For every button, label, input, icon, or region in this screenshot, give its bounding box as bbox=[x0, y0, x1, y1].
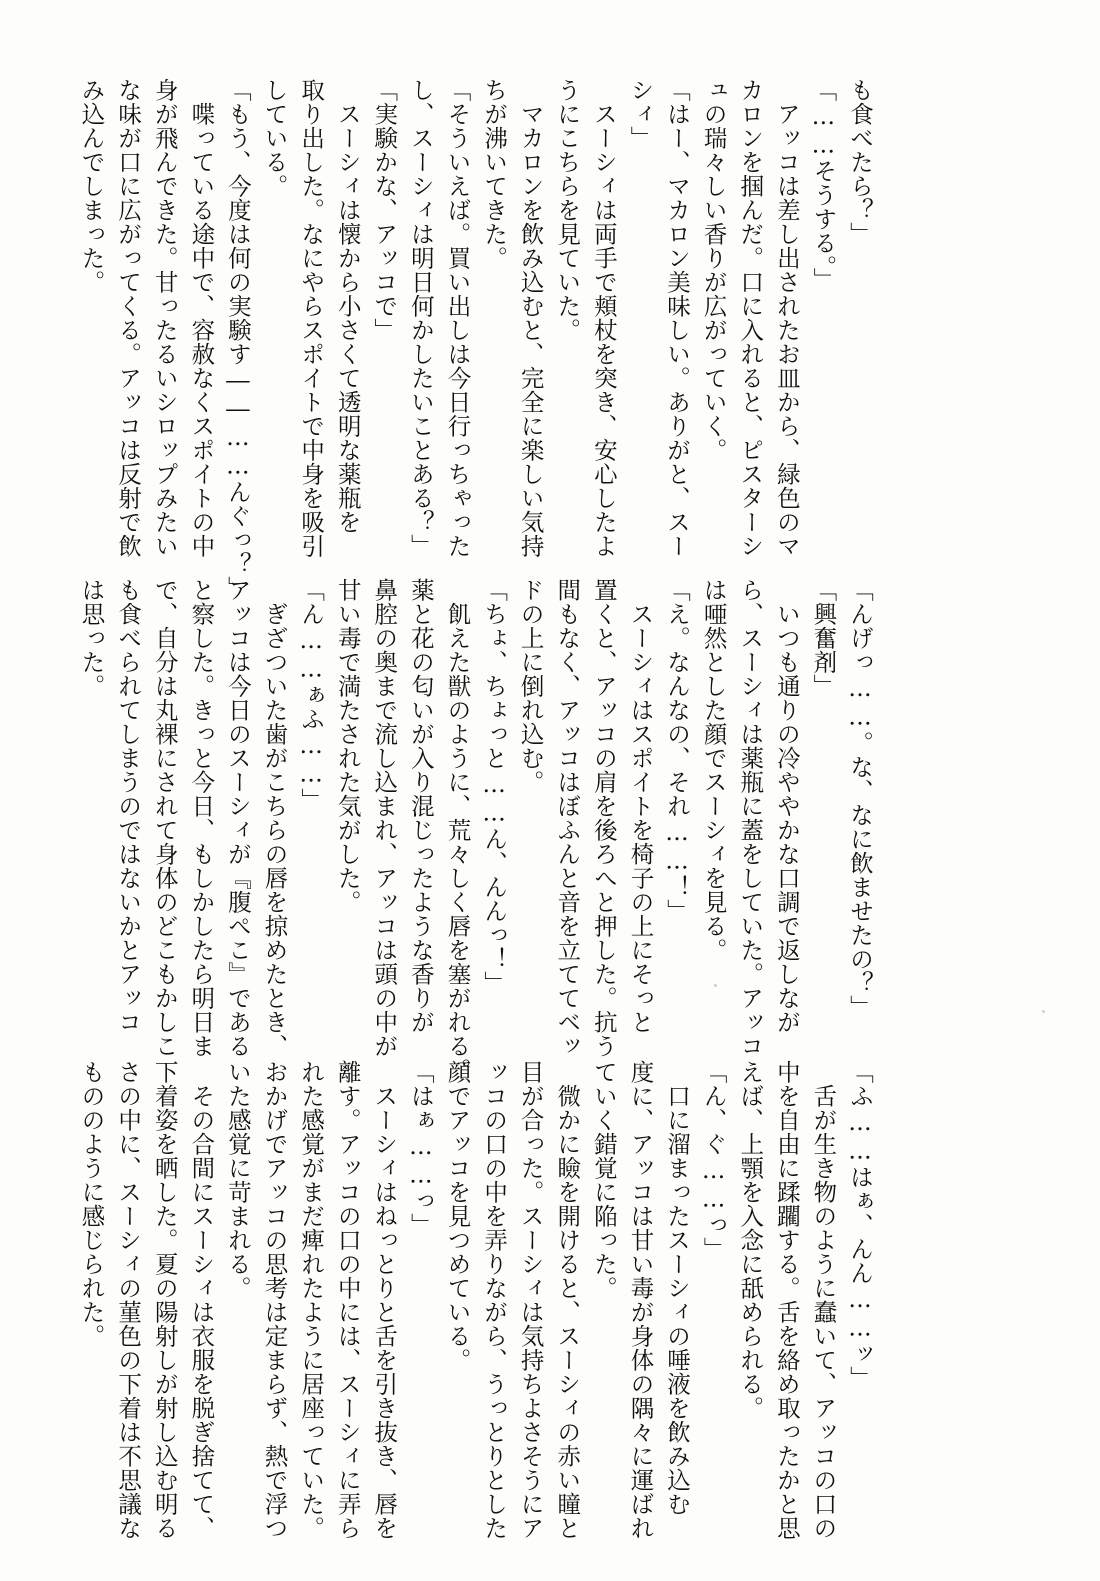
text-line: アッコは今日のスーシィが『腹ぺこ』である bbox=[223, 578, 252, 1058]
text-line: マカロンを飲み込むと、完全に楽しい気持 bbox=[516, 78, 545, 558]
text-line: 取り出した。なにやらスポイトで中身を吸引 bbox=[297, 78, 326, 558]
text-line: も食べられてしまうのではないかとアッコ bbox=[114, 578, 143, 1034]
text-line: ッコの口の中を弄りながら、うっとりとした bbox=[480, 1060, 509, 1540]
text-line: アッコは差し出されたお皿から、緑色のマ bbox=[772, 78, 801, 558]
text-line: ぎざついた歯がこちらの唇を掠めたとき、 bbox=[260, 578, 289, 1058]
text-line: 「はー、マカロン美味しい。ありがと、スー bbox=[663, 78, 692, 558]
text-line: 「もう、今度は何の実験す――……んぐっ？」 bbox=[223, 78, 252, 600]
text-line: 下着姿を晒した。夏の陽射しが射し込む明る bbox=[150, 1060, 179, 1540]
text-line: 「んげっ……。な、なに飲ませたの？」 bbox=[846, 578, 874, 1019]
text-line: な味が口に広がってくる。アッコは反射で飲 bbox=[114, 78, 143, 558]
scan-speck bbox=[1042, 1010, 1045, 1013]
text-line: えば、上顎を入念に舐められる。 bbox=[736, 1060, 765, 1420]
text-line: 間もなく、アッコはぼふんと音を立ててベッ bbox=[553, 578, 582, 1058]
text-line: いつも通りの冷ややかな口調で返しなが bbox=[772, 578, 801, 1034]
text-line: スーシィはスポイトを椅子の上にそっと bbox=[626, 578, 655, 1034]
text-line: 「そういえば。買い出しは今日行っちゃった bbox=[443, 78, 472, 558]
text-line: 飢えた獣のように、荒々しく唇を塞がれる。 bbox=[443, 578, 472, 1082]
text-line: 「……そうする。」 bbox=[809, 78, 838, 292]
text-line: スーシィはねっとりと舌を引き抜き、唇を bbox=[370, 1060, 399, 1540]
text-line: 目が合った。スーシィは気持ちよさそうにア bbox=[516, 1060, 545, 1540]
text-line: と察した。きっと今日、もしかしたら明日ま bbox=[187, 578, 216, 1058]
text-block-columns bbox=[73, 1060, 878, 1540]
text-line: 「実験かな、アッコで」 bbox=[370, 78, 399, 342]
text-line: 「ん、ぐ……っ」 bbox=[699, 1060, 728, 1261]
scan-speck bbox=[714, 984, 717, 987]
text-line: ていく錯覚に陥った。 bbox=[589, 1060, 618, 1300]
text-line: 薬と花の匂いが入り混じったような香りが bbox=[406, 578, 435, 1034]
text-line: ちが沸いてきた。 bbox=[480, 78, 509, 270]
text-line: 置くと、アッコの肩を後ろへと押した。抗う bbox=[589, 578, 618, 1058]
text-line: 離す。アッコの口の中には、スーシィに弄ら bbox=[333, 1060, 362, 1540]
text-line: ら、スーシィは薬瓶に蓋をしていた。アッコ bbox=[736, 578, 765, 1058]
text-line: 鼻腔の奥まで流し込まれ、アッコは頭の中が bbox=[370, 578, 399, 1058]
text-line: ドの上に倒れ込む。 bbox=[516, 578, 545, 794]
text-line: 舌が生き物のように蠢いて、アッコの口の bbox=[809, 1060, 838, 1540]
text-line: シィ」 bbox=[626, 78, 655, 150]
text-line: も食べたら？」 bbox=[846, 78, 874, 246]
text-line: うにこちらを見ていた。 bbox=[553, 78, 582, 342]
text-line: カロンを掴んだ。口に入れると、ピスターシ bbox=[736, 78, 765, 558]
text-line: 微かに瞼を開けると、スーシィの赤い瞳と bbox=[553, 1060, 582, 1540]
text-line: おかげでアッコの思考は定まらず、熱で浮つ bbox=[260, 1060, 289, 1540]
text-line: 口に溜まったスーシィの唾液を飲み込む bbox=[663, 1060, 692, 1516]
text-line: している。 bbox=[260, 78, 289, 198]
text-block-columns bbox=[73, 578, 878, 1082]
text-line: スーシィは懐から小さくて透明な薬瓶を bbox=[333, 78, 362, 534]
text-line: さの中に、スーシィの菫色の下着は不思議な bbox=[114, 1060, 143, 1540]
text-line: 「ん……ぁふ……」 bbox=[297, 578, 326, 812]
text-line: 甘い毒で満たされた気がした。 bbox=[333, 578, 362, 914]
text-line: 中を自由に蹂躙する。舌を絡め取ったかと思 bbox=[772, 1060, 801, 1540]
text-line: いた感覚に苛まれる。 bbox=[223, 1060, 252, 1300]
text-line: スーシィは両手で頬杖を突き、安心したよ bbox=[589, 78, 618, 558]
text-line: ュの瑞々しい香りが広がっていく。 bbox=[699, 78, 728, 462]
text-line: 「ふ……はぁ、んん……ッ」 bbox=[846, 1060, 874, 1390]
text-line: 身が飛んできた。甘ったるいシロップみたい bbox=[150, 78, 179, 558]
text-line: 「ちょ、ちょっと……ん、んんっ！」 bbox=[480, 578, 509, 995]
text-line: 「はぁ……っ」 bbox=[406, 1060, 435, 1237]
text-line: は唖然とした顔でスーシィを見る。 bbox=[699, 578, 728, 962]
text-line: その合間にスーシィは衣服を脱ぎ捨てて、 bbox=[187, 1060, 216, 1540]
text-line: は思った。 bbox=[77, 578, 106, 698]
text-line: 喋っている途中で、容赦なくスポイトの中 bbox=[187, 78, 216, 558]
text-line: もののように感じられた。 bbox=[77, 1060, 106, 1348]
text-line: 「興奮剤」 bbox=[809, 578, 838, 698]
text-line: 度に、アッコは甘い毒が身体の隅々に運ばれ bbox=[626, 1060, 655, 1540]
text-line: で、自分は丸裸にされて身体のどこもかしこ bbox=[150, 578, 179, 1058]
text-line: れた感覚がまだ痺れたように居座っていた。 bbox=[297, 1060, 326, 1540]
text-block-columns bbox=[73, 78, 878, 600]
text-line: 顔でアッコを見つめている。 bbox=[443, 1060, 472, 1372]
text-line: み込んでしまった。 bbox=[77, 78, 106, 294]
text-line: 「え。なんなの、それ……！」 bbox=[663, 578, 692, 923]
text-line: し、スーシィは明日何かしたいことある？」 bbox=[406, 78, 435, 558]
